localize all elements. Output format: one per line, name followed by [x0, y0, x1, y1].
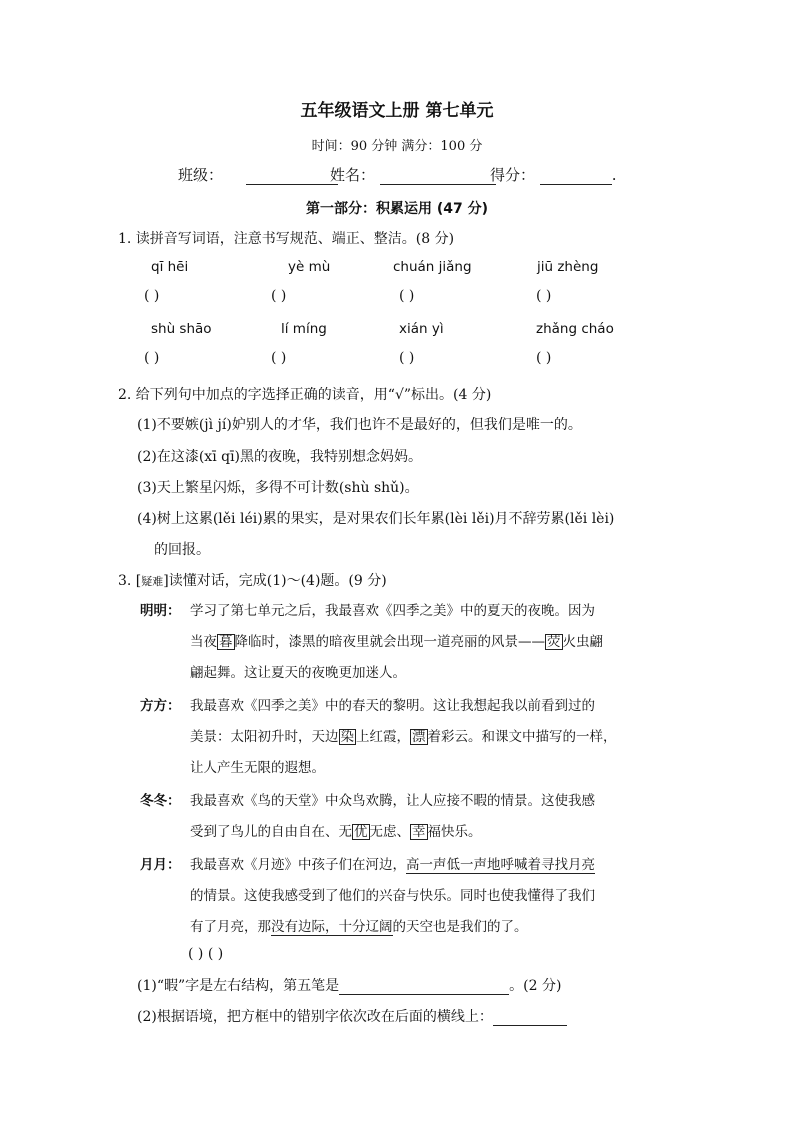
q2-item-2: (2)在这漆(xī qī)黑的夜晚，我特别想念妈妈。 — [137, 449, 423, 465]
end-mark: . — [611, 166, 617, 184]
wrong-char-box: 染 — [340, 729, 354, 745]
text-run: (1)“暇”字是左右结构，第五笔是 — [137, 978, 340, 994]
q2-item-1: (1)不要嫉(jì jí)妒别人的才华，我们也许不是最好的，但我们是唯一的。 — [137, 417, 582, 433]
pinyin-1: qī hēi — [151, 259, 189, 275]
yueyue-line-1 — [190, 850, 595, 881]
fangfang-line-3: 让人产生无限的遐想。 — [190, 760, 325, 776]
pinyin-3: chuán jiǎng — [393, 259, 472, 275]
text-run: 。(2 分) — [509, 978, 562, 994]
mingming-line-2 — [190, 627, 603, 658]
answer-parens[interactable]: ( ) ( ) — [188, 946, 224, 962]
dongdong-line-1: 我最喜欢《鸟的天堂》中众鸟欢腾，让人应接不暇的情景。这使我感 — [190, 793, 595, 809]
score-blank[interactable] — [540, 168, 612, 185]
text-run: 上红霞， — [356, 729, 410, 745]
mingming-line-3: 翩起舞。这让夏天的夜晚更加迷人。 — [190, 665, 406, 681]
q2-item-3: (3)天上繁星闪烁，多得不可计数(shù shǔ)。 — [137, 480, 419, 496]
text-run: 有了月亮，那 — [190, 919, 271, 935]
q2-prompt: 2. 给下列句中加点的字选择正确的读音，用“√”标出。(4 分) — [118, 387, 492, 403]
answer-blank-2[interactable] — [493, 1009, 567, 1026]
answer-blank-1[interactable] — [339, 978, 509, 995]
speaker-yueyue: 月月： — [140, 857, 181, 873]
underlined-phrase: 没有边际，十分辽阔 — [271, 919, 393, 935]
text-run: 火虫翩 — [562, 634, 603, 650]
fangfang-line-2 — [190, 722, 617, 753]
yueyue-line-3 — [190, 912, 528, 943]
text-run: 我最喜欢《月迹》中孩子们在河边， — [190, 857, 406, 873]
answer-box-8[interactable]: ( ) — [536, 350, 552, 366]
q3-prompt — [118, 570, 387, 590]
text-run: 降临时，漆黑的暗夜里就会出现一道亮丽的风景—— — [234, 634, 545, 650]
pinyin-2: yè mù — [288, 259, 331, 275]
score-label: 得分： — [490, 166, 536, 184]
q1-prompt: 1. 读拼音写词语，注意书写规范、端正、整洁。(8 分) — [118, 231, 455, 247]
difficulty-tag: 疑难 — [141, 575, 164, 588]
answer-box-2[interactable]: ( ) — [271, 288, 287, 304]
q2-item-4-cont: 的回报。 — [154, 542, 210, 558]
yueyue-line-2: 的情景。这使我感受到了他们的兴奋与快乐。同时也使我懂得了我们 — [190, 888, 595, 904]
speaker-dongdong: 冬冬： — [140, 793, 181, 809]
pinyin-4: jiū zhèng — [537, 259, 599, 275]
text-run: 受到了鸟儿的自由自在、无 — [190, 824, 352, 840]
class-label: 班级： — [178, 166, 224, 184]
pinyin-7: xián yì — [399, 321, 444, 337]
text-run: 的天空也是我们的了。 — [392, 919, 528, 935]
text-run: 福快乐。 — [427, 824, 482, 840]
speaker-fangfang: 方方： — [140, 698, 181, 714]
answer-box-4[interactable]: ( ) — [536, 288, 552, 304]
wrong-char-box: 漂 — [412, 729, 426, 745]
q3-sub-1 — [137, 975, 561, 995]
wrong-char-box: 荧 — [547, 634, 561, 650]
answer-box-3[interactable]: ( ) — [399, 288, 415, 304]
q3-sub-2 — [137, 1006, 567, 1026]
pinyin-6: lí míng — [281, 321, 327, 337]
q3-prefix: 3. [ — [118, 573, 142, 589]
fangfang-line-1: 我最喜欢《四季之美》中的春天的黎明。这让我想起我以前看到过的 — [190, 698, 595, 714]
answer-box-6[interactable]: ( ) — [271, 350, 287, 366]
text-run: 着彩云。和课文中描写的一样， — [427, 729, 617, 745]
section-title: 第一部分：积累运用 (47 分) — [305, 201, 489, 217]
dongdong-line-2 — [190, 817, 482, 848]
name-blank[interactable] — [380, 168, 496, 185]
answer-box-1[interactable]: ( ) — [144, 288, 160, 304]
answer-box-7[interactable]: ( ) — [399, 350, 415, 366]
underlined-phrase: 高一声低一声地呼喊着寻找月亮 — [406, 857, 595, 873]
answer-box-5[interactable]: ( ) — [144, 350, 160, 366]
wrong-char-box: 优 — [354, 824, 368, 840]
wrong-char-box: 暮 — [219, 634, 233, 650]
mingming-line-1: 学习了第七单元之后，我最喜欢《四季之美》中的夏天的夜晚。因为 — [190, 603, 595, 619]
q3-prompt-text: ]读懂对话，完成(1)～(4)题。(9 分) — [163, 573, 387, 589]
time-info: 时间：90 分钟 满分：100 分 — [311, 139, 483, 154]
text-run: (2)根据语境，把方框中的错别字依次改在后面的横线上： — [137, 1009, 493, 1025]
wrong-char-box: 幸 — [412, 824, 426, 840]
text-run: 无虑、 — [369, 824, 410, 840]
pinyin-8: zhǎng cháo — [536, 321, 614, 337]
score-field — [490, 164, 617, 185]
text-run: 美景：太阳初升时，天边 — [190, 729, 339, 745]
class-blank[interactable] — [246, 168, 338, 185]
page-title: 五年级语文上册 第七单元 — [300, 101, 494, 121]
speaker-mingming: 明明： — [140, 603, 181, 619]
name-label: 姓名： — [330, 166, 376, 184]
class-field — [178, 164, 338, 185]
q2-item-4: (4)树上这累(lěi léi)累的果实，是对果农们长年累(lèi lěi)月不辞劳累(lěi lèi) — [137, 511, 615, 527]
name-field — [330, 164, 496, 185]
text-run: 当夜 — [190, 634, 217, 650]
pinyin-5: shù shāo — [151, 321, 212, 337]
